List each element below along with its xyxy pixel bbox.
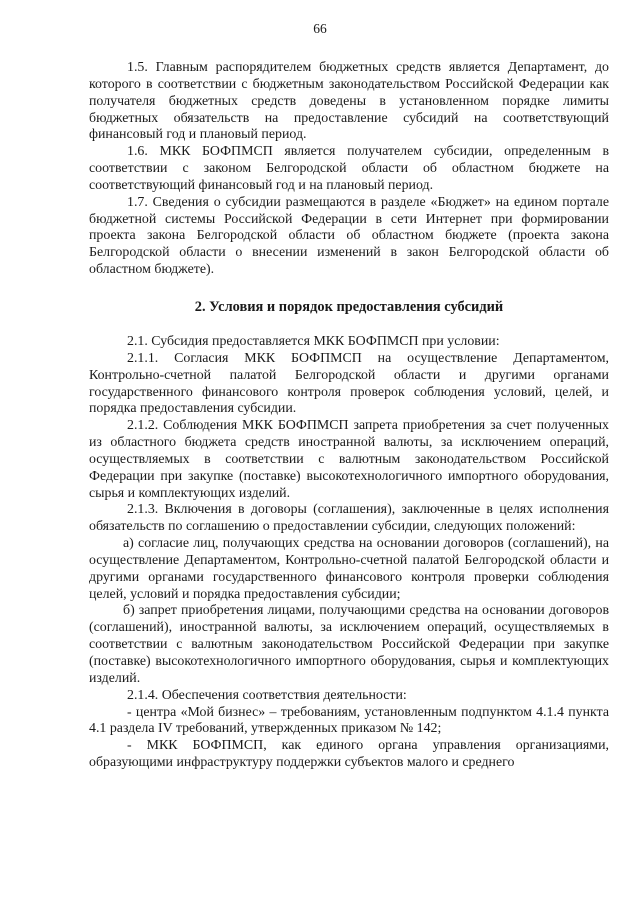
paragraph-1-7: 1.7. Сведения о субсидии размещаются в разделе «Бюджет» на едином портале бюджетной системы Российской Федерации в сети Интернет при формировании проекта закона Белгородской области об областном бюджете (проекта закона Белгородской области о внесении изменений в закон Белгородской области об областном бюджете). <box>89 194 609 278</box>
paragraph-1-6: 1.6. МКК БОФПМСП является получателем субсидии, определенным в соответствии с законом Белгородской области об областном бюджете на соответствующий финансовый год и на плановый период. <box>89 144 609 193</box>
list-item-b: б) запрет приобретения лицами, получающими средства на основании договоров (соглашений), иностранной валюты, за исключением операций, осуществляемых в соответствии с валютным законодательством Российской Федерации при закупке (поставке) высокотехнологичного импортного оборудования, сырья и комплектующих изделий. <box>89 603 609 686</box>
paragraph-2-1-2: 2.1.2. Соблюдения МКК БОФПМСП запрета приобретения за счет полученных из областного бюджета средств иностранной валюты, за исключением операций, осуществляемых в соответствии с валютным законодательством Российской Федерации при закупке (поставке) высокотехнологичного импортного оборудования, сырья и комплектующих изделий. <box>89 418 609 501</box>
document-body <box>89 60 609 772</box>
paragraph-2-1-4: 2.1.4. Обеспечения соответствия деятельности: <box>127 687 407 703</box>
list-item-a: а) согласие лиц, получающих средства на основании договоров (соглашений), на осуществление Департаментом, Контрольно-счетной палатой Белгородской области и другими органами государственного финансового контроля проверки соблюдения целей, условий и порядка предоставления субсидии; <box>89 536 609 602</box>
bullet-item-center: - центра «Мой бизнес» – требованиям, установленным подпунктом 4.1.4 пункта 4.1 раздела IV требований, утвержденных приказом № 142; <box>89 704 609 737</box>
paragraph-2-1-1: 2.1.1. Согласия МКК БОФПМСП на осуществление Департаментом, Контрольно-счетной палатой Белгородской области и другими органами государственного финансового контроля проверок соблюдения условий, целей, и порядка предоставления субсидии. <box>89 350 609 417</box>
page-number: 66 <box>313 21 327 36</box>
paragraph-2-1: 2.1. Субсидия предоставляется МКК БОФПМСП при условии: <box>127 333 500 349</box>
paragraph-1-5: 1.5. Главным распорядителем бюджетных средств является Департамент, до которого в соответствии с бюджетным законодательством Российской Федерации как получателя бюджетных средств доведены в установленном порядке лимиты бюджетных обязательств на предоставление субсидий на соответствующий финансовый год и плановый период. <box>89 60 609 143</box>
bullet-item-mkk: - МКК БОФПМСП, как единого органа управления организациями, образующими инфраструктуру поддержки субъектов малого и среднего <box>89 738 609 771</box>
section-heading: 2. Условия и порядок предоставления субсидий <box>194 298 504 315</box>
paragraph-2-1-3: 2.1.3. Включения в договоры (соглашения), заключенные в целях исполнения обязательств по соглашению о предоставлении субсидии, следующих положений: <box>89 502 609 535</box>
